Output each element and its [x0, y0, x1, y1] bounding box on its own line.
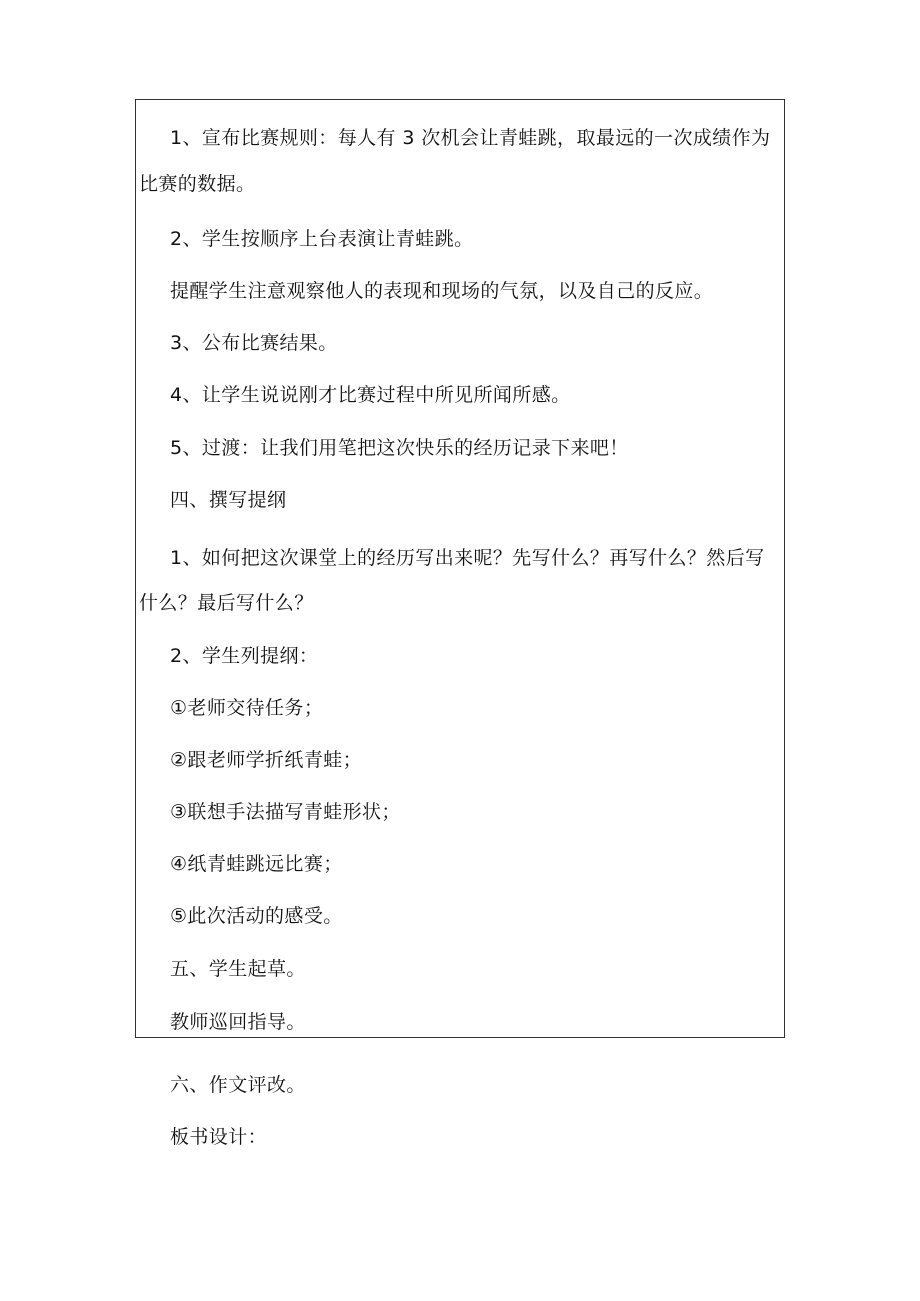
paragraph-outline-questions: 1、如何把这次课堂上的经历写出来呢？先写什么？再写什么？然后写 — [170, 547, 765, 569]
paragraph-teacher-guidance: 教师巡回指导。 — [170, 1011, 306, 1033]
section-heading-drafting: 五、学生起草。 — [170, 958, 306, 980]
section-heading-board-design: 板书设计： — [170, 1126, 268, 1148]
outline-item-3: ③联想手法描写青蛙形状； — [170, 801, 401, 823]
paragraph-announce-results: 3、公布比赛结果。 — [170, 332, 338, 354]
paragraph-rule-announcement-continued: 比赛的数据。 — [139, 173, 256, 195]
paragraph-students-list-outline: 2、学生列提纲： — [170, 645, 319, 667]
paragraph-rule-announcement: 1、宣布比赛规则：每人有 3 次机会让青蛙跳，取最远的一次成绩作为 — [170, 127, 771, 149]
paragraph-outline-questions-continued: 什么？最后写什么？ — [139, 592, 314, 614]
outline-item-5: ⑤此次活动的感受。 — [170, 905, 343, 927]
paragraph-transition: 5、过渡：让我们用笔把这次快乐的经历记录下来吧！ — [170, 437, 629, 459]
outline-item-4: ④纸青蛙跳远比赛； — [170, 853, 343, 875]
paragraph-students-share: 4、让学生说说刚才比赛过程中所见所闻所感。 — [170, 384, 571, 406]
section-heading-outline: 四、撰写提纲 — [170, 489, 287, 511]
paragraph-observation-reminder: 提醒学生注意观察他人的表现和现场的气氛，以及自己的反应。 — [170, 280, 714, 302]
outline-item-1: ①老师交待任务； — [170, 697, 324, 719]
paragraph-students-perform: 2、学生按顺序上台表演让青蛙跳。 — [170, 228, 474, 250]
section-heading-evaluation: 六、作文评改。 — [170, 1074, 306, 1096]
outline-item-2: ②跟老师学折纸青蛙； — [170, 749, 363, 771]
